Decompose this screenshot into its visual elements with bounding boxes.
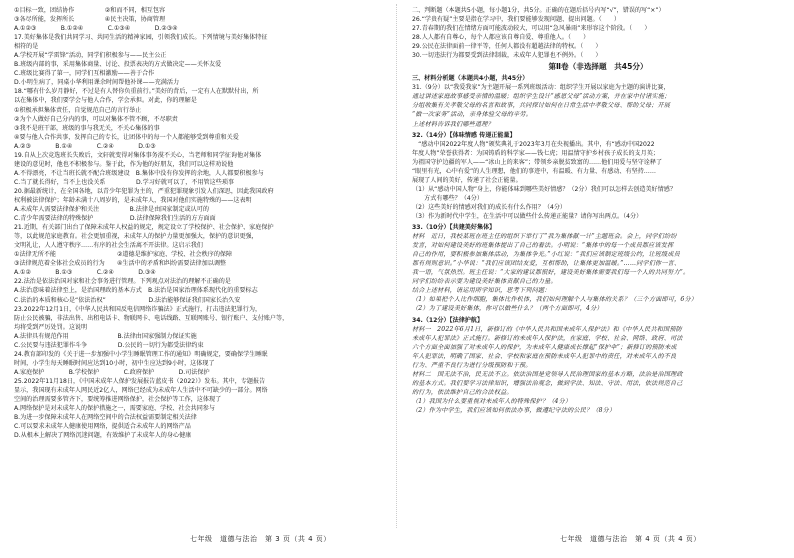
q34-line: 六个方面全面加强了对未成年人的保护，为未成年人健康成长撑起“保护伞”；新修订的预防未成	[412, 343, 677, 351]
question-line: A.学校开展“学雷锋”活动，同学们积极参与——民主公正	[14, 52, 167, 60]
section-2-title: 第Ⅱ卷（非选择题 共45分）	[548, 62, 648, 72]
q33-line: 自己的作用，要积极参加集体活动，为集体争光。”小红说：“我们应该制定班级公约，让班级成员	[412, 251, 680, 259]
q34-line: 材料一 2022年6月1日，新修订的《中华人民共和国未成年人保护法》和《中华人民共和国预防	[412, 325, 682, 333]
q32-line: 方式有哪些？（4分）	[412, 194, 483, 202]
question-line: 文明礼让，人人遵守秩序……有序的社会生活离不开法律。这启示我们	[14, 242, 203, 250]
judgement-line: 27.青春期的我们在情绪方面可能波动较大，可以用“急风暴雨”来形容这个阶段。（ ）	[412, 25, 651, 33]
q33-line: 发言，对如何建设美好的班集体提出了自己的看法。小明说：“集体中的每一个成员都应该发挥	[412, 242, 674, 250]
question-line: 防止公民被骗，非法出售、出租电话卡、物联网卡、电话线路、互联网账号、银行账户、支付账户等，	[14, 314, 289, 322]
q32-line: 年度人物”荣誉获得者：为国铸盾的科学家——钱七虎；用温情守护乡村孩子成长的支月英；	[412, 149, 659, 157]
question-line: ③我不是班干部，班级的事与我无关，不关心集体的事	[14, 124, 160, 132]
q34-line: （2）作为中学生，我们应该如何依法办事，做遵纪守法的公民？（8分）	[412, 406, 616, 414]
q33-line: （1）如果把个人比作细胞，集体比作机体，我们如何理解个人与集体的关系？（三个方面即可，6分）	[412, 296, 698, 304]
q33-line: 都有规则意识。”小华说：“我们应该团结友爱，互相帮助，让集体更加温暖。”……同学们你一言、	[412, 260, 681, 268]
q34-line: 34.（12分）【法律护航】	[412, 316, 484, 324]
q33-line: 结合上述材料，请运用所学知识，思考下列问题：	[412, 287, 551, 295]
q33-line: 材料 近日，我校某班在班主任的组织下举行了“我为集体献一计”主题班会。会上，同学们纷纷	[412, 233, 677, 241]
question-line: 25.2022年11月18日，《中国未成年人保护发展报告蓝皮书（2022）》发布。其中，专题报告	[14, 377, 266, 385]
q32-line: （2）这些美好的情感对我们的成长有什么作用？（4分）	[412, 203, 567, 211]
q33-line: 33.（10分）【共建美好集体】	[412, 224, 496, 232]
question-line: A.法律具有规范作用 B.法律由国家强制力保证实施	[14, 332, 197, 340]
question-line: 24.教育部印发的《关于进一步加强中小学生睡眠管理工作的通知》明确规定，要确保学生睡眠	[14, 350, 268, 358]
question-31	[412, 83, 784, 128]
q31-line: 31.（9分）以“我爱我家”为主题开展一系列班级活动：组织学生开展以家庭为主题的演讲比赛，	[412, 84, 670, 92]
question-line: 17.美好集体是我们共同学习、共同生活的精神家园，引领我们成长。下列情境与美好集体特征	[14, 34, 268, 42]
question-line: C.青少年需要法律的特殊保护 D.法律保障我们生活的方方面面	[14, 215, 216, 223]
question-line: C.班级比赛得了第一，同学们互相激励——善于合作	[14, 70, 155, 78]
question-line: C.可以要求未成年人健康使用网络，提供适合未成年人的网络产品	[14, 423, 191, 431]
q31-line: “做一次家务”活动，亲身体验父母的辛劳。	[412, 111, 532, 119]
q33-line: 我一语，气氛热烈。班主任说：“大家的建议都很好，建设美好集体需要我们每一个人的共同努力”。	[412, 269, 690, 277]
judgement-line: 26.“学贵有疑”主要是指在学习中，我们要能够发现问题、提出问题。（ ）	[412, 16, 620, 24]
question-line: 20.据最新统计，在全国各地，以青少年犯罪为主的，严重犯罪现象引发人们深思，因此我国政府	[14, 187, 274, 195]
question-line: ④要与他人合作共事，发挥自己的专长，让团体中的每一个人都能够受到尊重和关爱	[14, 133, 239, 141]
question-line: ①法律无所不能 ②道德是维护家庭、学校、社会秩序的保障	[14, 251, 233, 259]
question-line: B.班级内部的事，采用集体商量、讨论、投票表决的方式做决定——关怀友爱	[14, 61, 222, 69]
q31-line: 通过讲述家庭故事感受亲情的温暖；组织学生设计“感恩父母”活动方案，并在家中付诸实施；	[412, 93, 671, 101]
question-line: 22.法治是依法治国对家和社会事务进行管理。下列观点对法治的理解不正确的是	[14, 278, 231, 286]
column-divider	[396, 4, 397, 528]
question-line: 21.近期，有关部门出台了保障未成年人权益的规定，规定设立了学校保护、社会保护、家庭保护	[14, 224, 274, 232]
judgement-line: 29.公民在法律面前一律平等，任何人都没有超越法律的特权。（ ）	[412, 43, 602, 51]
footer-page-4: 七年级 道德与法治 第 4 页（共 4 页）	[560, 535, 701, 543]
question-line: ③法律规范着全体社会成员的行为 ④生活中的矛盾和纠纷需要法律加以调整	[14, 260, 227, 268]
question-line: ②为个人做好自己分内的事，可以对集体不管不顾，不尽职责	[14, 115, 178, 123]
question-line: B.为进一步保障未成年人在网络空间中的合法权益需要制定相关法律	[14, 414, 197, 422]
question-line: A.不得漂亮，不让当班长就不配合班级建设 B.集体中没有你发挥的余地，人人都要积极参与	[14, 169, 264, 177]
question-line: C.法治的本质和核心是“依法治权” D.法治能够保证我们国家长治久安	[14, 296, 241, 304]
question-line: 空间的治理需要多管齐下，要统筹推进网络保护，社会保护等工作，这体现了	[14, 396, 222, 404]
q34-line: 的行为，依法维护自己的合法权益。	[412, 388, 513, 396]
q33-line: 同学们纷纷表示要为建设美好集体贡献自己的力量。	[412, 278, 557, 286]
q34-line: 的基本方式。我们要学习法律知识，增强法治观念，做到学法、知法、守法、用法，依法规范自己	[412, 379, 683, 387]
q32-line: （1）从“感动中国人物”身上，你能体味到哪些美好情感？（2分）我们可以怎样去创造美好情感？	[412, 185, 676, 193]
q34-line: 行为、严重不良行为进行分级预防和干预。	[412, 361, 532, 369]
question-line: 以在集体中，我们要学会与他人合作，学会承担。对此，你的理解是	[14, 97, 197, 105]
question-line: ①目标一致，团结协作 ②和而不同，相互包容	[14, 7, 166, 14]
section-2-subtitle: 三、材料分析题（本题共4小题，共45分）	[412, 75, 529, 83]
q32-line: 展现了人间的美好，传递了社会正能量。	[412, 176, 522, 184]
judgement-line: 28.人人都有自尊心，每个人都应该自尊自爱、尊重他人。（ ）	[412, 34, 590, 42]
question-line: D.从根本上解决了网络沉迷问题，有效维护了未成年人的身心健康	[14, 432, 192, 440]
question-line: ③各尽所能，发挥所长 ④民主决策，协商管理	[14, 16, 166, 24]
q34-line: （1）我国为什么要重视对未成年人的特殊保护？（4分）	[412, 397, 572, 405]
q32-line: （3）作为新时代中学生，在生活中可以做些什么传递正能量？请你写出两点。（4分）	[412, 212, 643, 220]
question-line: 18.“哪有什么岁月静好，不过是有人替你负重前行。”美好的背后，一定有人在默默付出，所	[14, 88, 259, 96]
q33-line: （2）为了建设美好集体，你可以做些什么？（两个方面即可，4分）	[412, 305, 603, 313]
question-line: 建设的意见时，他也不积极参与。鉴于此，作为他的好朋友，我们可以这样劝说他	[14, 160, 234, 168]
question-line: A.法治意味着法律至上，是治国理政的基本方式 B.法治是国家治理体系现代化的重要标志	[14, 287, 258, 295]
question-line: C.当了就长得好，当不上也没关系 D.学习好就可以了，不用管这些琐事	[14, 178, 235, 186]
question-line: ①积极承担集体责任，自觉规范自己的言行举止	[14, 106, 142, 114]
question-line: A.①②③ B.①②④ C.①③④ D.②③④	[14, 25, 178, 33]
question-line: A.未成年人需要法律保护和关注 B.法律是由国家制定或认可的	[14, 206, 209, 214]
q34-line: 年人犯罪法，明确了国家、社会、学校和家庭在预防未成年人犯罪中的责任，对未成年人的不良	[412, 352, 677, 360]
question-line: 19.自从上次竞选班长失败后，文轩就变得对集体事务漠不关心，当老师和同学征询他对集体	[14, 151, 262, 159]
question-34	[412, 316, 784, 416]
question-line: D.小明生病了，同桌小华利用课余时间帮他补课——充满活力	[14, 79, 180, 87]
question-line: C.公民要与违法犯罪作斗争 D.公民的一切行为都受法律约束	[14, 341, 204, 349]
question-line: 均将受到严厉处罚。这说明	[14, 323, 88, 331]
question-line: 23.2022年12月1日，《中华人民共和国反电信网络诈骗法》正式施行，打击违法犯罪行为，	[14, 305, 262, 313]
question-line: A.①② B.①③ C.②④ D.③④	[14, 269, 156, 277]
judgement-line: 30.一切违法行为都要受到法律制裁，未成年人犯罪也不例外。（ ）	[412, 52, 602, 60]
q31-line: 分组收集有关孝敬父母的名言和故事，共同探讨如何在日常生活中孝敬父母、帮助父母；开展	[412, 102, 671, 110]
right-column	[412, 6, 784, 415]
q32-line: “眼里有光，心中有爱”的人生理想，他们的事迹中，有温暖、有力量、有感动、有坚持……	[412, 167, 656, 175]
question-line: 权利被法律保护；年龄未满十八周岁的，是未成年人，我国对他们实施特殊的——这表明	[14, 196, 252, 204]
question-line: 显示，我国现有未成年人网民近2亿人，网络已经成为未成年人生活中不可缺少的一部分。网络	[14, 386, 268, 394]
question-line: A.家庭保护 B.学校保护 C.政府保护 D.司法保护	[14, 368, 210, 376]
q34-line: 未成年人犯罪法》正式施行。新修订的未成年人保护法，在家庭、学校、社会、网络、政府、司法	[412, 334, 683, 342]
question-line: 时间，小学生每天睡眠时间应达到10小时，初中生应达到9小时，这体现了	[14, 359, 215, 367]
q32-line: “感动中国2022年度人物”颁奖典礼于2023年3月在央视播出。其中，有“感动中国2022	[412, 140, 655, 148]
q32-line: 为祖国守护边疆的军人——“冰山上的来客”；带领乡亲脱贫致富的……他们用爱与坚守诠释了	[412, 158, 663, 166]
question-line: A.②③ B.①④ C.②④ D.①③	[14, 142, 156, 150]
left-column	[14, 6, 386, 440]
question-line: A.网络保护是对未成年人的保护措施之一，需要家庭、学校、社会共同参与	[14, 405, 215, 413]
footer-page-3: 七年级 道德与法治 第 3 页（共 4 页）	[190, 535, 331, 543]
question-33	[412, 223, 784, 313]
q32-line: 32.（14分）【体味情感 传递正能量】	[412, 131, 516, 139]
question-32	[412, 131, 784, 221]
judgement-line: 二、判断题（本题共5小题，每小题1分，共5分。正确的在题后括号内写“√”，错误的写“×”）	[412, 7, 665, 14]
q31-line: 上述材料告诉我们哪些道理？	[412, 120, 494, 128]
judgement-questions	[412, 6, 784, 60]
q34-line: 材料二 国无法不治，民无法不立。依法治国是党领导人民治理国家的基本方略，法治是治国理政	[412, 370, 683, 378]
question-line: 等，以此规范家庭教育。社会更加重视，未成年人的保护力量更加强大，保护的意识更强，	[14, 233, 258, 241]
question-line: 相符的是	[14, 43, 39, 51]
